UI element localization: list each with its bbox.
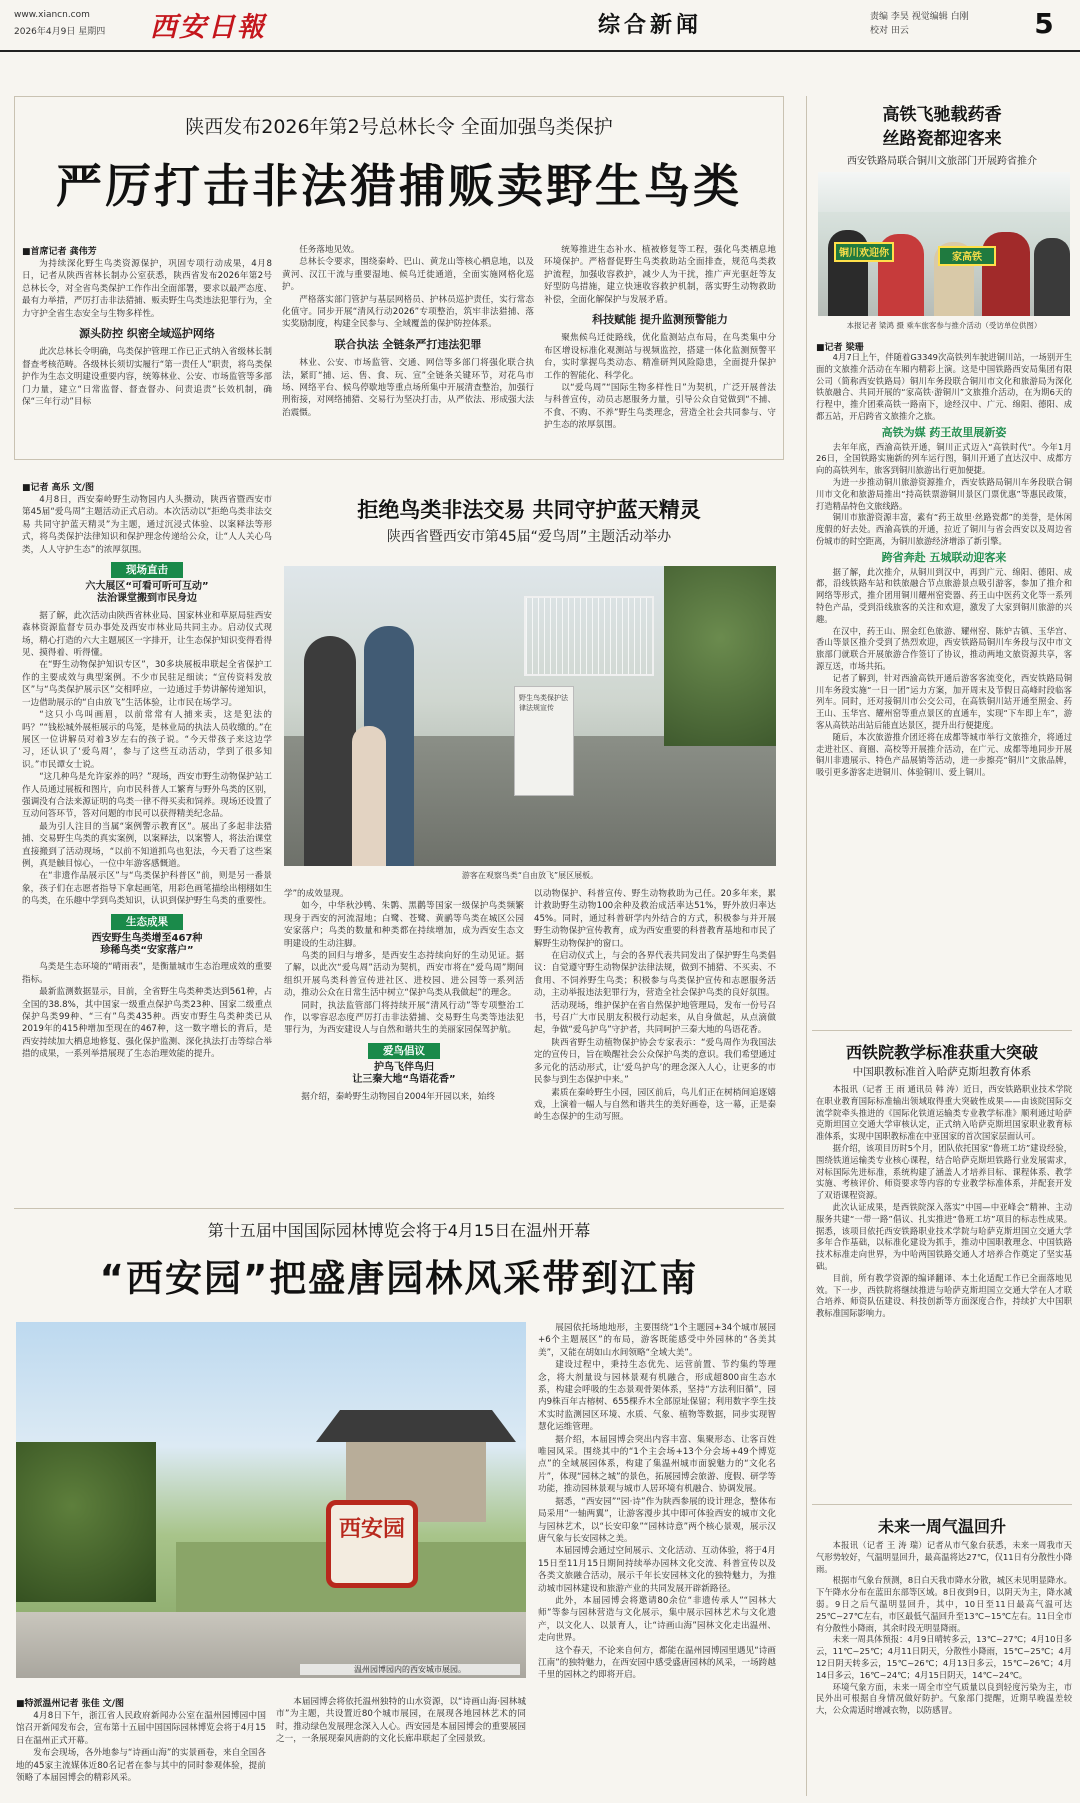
- rail-sub-1: 高铁为媒 药王故里展新姿: [881, 425, 1007, 439]
- bird-headline: 拒绝鸟类非法交易 共同守护蓝天精灵: [357, 498, 701, 522]
- bird-subhead: 陕西省暨西安市第45届“爱鸟周”主题活动举办: [386, 529, 672, 545]
- rail-sub-2: 跨省奔赴 五城联动迎客来: [881, 550, 1007, 564]
- display-board-label: 野生鸟类保护法律法规宣传: [519, 694, 568, 712]
- rail-col-3: 本报讯（记者 王 雨 通讯员 韩 涛）近日，西安铁路职业技术学院在职业教育国际标准输出领域取得重大突破性成果——由该院国际交流学院牵头推进的《国际化铁道运输类专业教学标准》顺利通过哈萨克斯坦国立交通大学审核认定，正式纳入哈萨克斯坦国家职业教育标准体系，实现中国职教标准在中亚国家的首次国家层面认可。 据介绍，该项目历时5个月，团队依托国家“鲁班工坊”建设经验，围绕铁道运输类专业核心课程，结合哈萨克斯坦铁路行业发展需求，对标国际先进标准，系统构建了涵盖人才培养目标、课程体系、教学实施、考核评价、师资要求等内容的专业教学标准体系，并配套开发了双语课程资源。 此次认证成果，是西铁院深入落实“中国—中亚峰会”精神、主动服务共建“一带一路”倡议、扎实推进“鲁班工坊”项目的标志性成果。据悉，该项目依托西安铁路职业技术学院与哈萨克斯坦国立交通大学多年合作基础，以标准化建设为抓手，推动中国职教理念、中国铁路技术标准走向世界，为中哈两国铁路交通人才培养合作奠定了坚实基础。 目前，所有教学资源的编译翻译、本土化适配工作已全面落地见效。下一步，西铁院将继续推进与哈萨克斯坦国立交通大学在人才联合培养、师资队伍建设、科技创新等方面深度合作，持续扩大中国职教标准国际影响力。: [816, 1084, 1072, 1319]
- section-title: 综合新闻: [598, 13, 703, 38]
- rail-subhead-3: 中国职教标准首入哈萨克斯坦教育体系: [852, 1066, 1032, 1078]
- rail-col: 4月7日上午，伴随着G3349次高铁列车驶进铜川站，一场别开生面的文旅推介活动在车厢内精彩上演。这是中国铁路西安局集团有限公司（简称西安铁路局）铜川车务段联合铜川市文化和旅游局为深化铁旅融合、共同开展的“家高铁·游铜川”文旅推介活动，在为期6天的行程中，推介团乘高铁一路南下，途经汉中、广元、绵阳、德阳、成都五站，开启跨省文旅推介之旅。 高铁为媒 药王故里展新姿 去年年底，西渝高铁开通，铜川正式迈入“高铁时代”。今年1月26日，全国铁路实施新的列车运行图，铜川开通了直达汉中、成都方向的高铁列车，旅客到铜川旅游出行更加便捷。 为进一步推动铜川旅游资源推介，西安铁路局铜川车务段联合铜川市文化和旅游局推出“持高铁票游铜川景区门票优惠”等惠民政策，打造精品特色文旅线路。 铜川市旅游资源丰富，素有“药王故里·丝路瓷都”的美誉，是休闲度假的好去处。西渝高铁的开通，拉近了铜川与省会西安以及周边省份城市的时空距离，为铜川旅游经济增添了新引擎。 跨省奔赴 五城联动迎客来 据了解，此次推介，从铜川到汉中，再到广元、绵阳、德阳、成都，沿线铁路车站和铁旅融合节点旅游景点吸引游客，参加了推介和网络等形式，推介团用铜川耀州窑瓷器、药王山中医药文化等一系列特色产品，受到沿线旅客的关注和欢迎，激发了大家到铜川旅游的兴趣。 在汉中，药王山、照金红色旅游、耀州窑、陈炉古镇、玉华宫、香山等景区推介受到了热烈欢迎，西安铁路局铜川车务段与汉中市文旅部门就联合开展旅游合作签订了协议，推动两地文旅资源共享，客源互送，市场共拓。 记者了解到，针对西渝高铁开通后游客客流变化，西安铁路局铜川车务段实施“一日一团”运力方案，加开周末及节假日高峰时段临客列车。同时，还对接铜川市公交公司，在高铁铜川站开通至照金、药王山、玉华宫、耀州窑等重点景区的直通车，实现“下车即上车”，游客从高铁站出站后能直达景区，提升出行便捷度。 随后，本次旅游推介团还将在成都等城市举行文旅推介，将通过走进社区、商圈、高校等开展推介活动，在广元、成都等地同步开展铜川非遗展示、特色产品展销等活动，进一步擦亮“铜川”文旅品牌，吸引更多游客走进铜川、体验铜川、爱上铜川。: [816, 352, 1072, 778]
- lead-headline: 严厉打击非法猎捕贩卖野生鸟类: [56, 159, 742, 213]
- rail-headline-1: 高铁飞驰载药香: [882, 105, 1002, 125]
- masthead: [0, 0, 1080, 54]
- lead-col3: 统筹推进生态补水、植被修复等工程，强化鸟类栖息地环境保护。严格督促野生鸟类救助站全面排查，规范鸟类救护流程，加强收容救护，减少人为干扰，推广声光驱赶等友好型防鸟措施，建立快速收容救护机制，落实野生动物救助补偿，全面化解保护与发展矛盾。 科技赋能 提升监测预警能力 聚焦候鸟迁徙路线，优化监测站点布局，在鸟类集中分布区增设标准化观测站与视频监控，搭建一体化监测预警平台，实时掌握鸟类动态、精准研判风险隐患，全面提升保护工作的智能化、科学化。 以“爱鸟周”“国际生物多样性日”为契机，广泛开展普法与科普宣传，动员志愿服务力量，引导公众自觉做到“不捕、不食、不购、不养”野生鸟类理念，营造全社会共同参与、守护生态的浓厚氛围。: [544, 245, 776, 431]
- garden-rule: [14, 1208, 784, 1209]
- lead-kicker: 陕西发布2026年第2号总林长令 全面加强鸟类保护: [185, 116, 613, 138]
- rail-byline: ■记者 梁珊: [816, 343, 864, 353]
- bird-cage-icon: [524, 596, 654, 676]
- rail-divider: [806, 96, 807, 1796]
- xian-garden-photo: [16, 1322, 526, 1678]
- rail-headline-4: 未来一周气温回升: [877, 1517, 1006, 1536]
- rail-subhead: 西安铁路局联合铜川文旅部门开展跨省推介: [847, 156, 1037, 167]
- xian-garden-seal-icon: 西安园: [326, 1500, 418, 1588]
- train-promo-photo: [818, 172, 1070, 316]
- display-board: [514, 686, 574, 796]
- page-number: 5: [1034, 7, 1054, 40]
- tag-eco-results: 生态成果: [111, 914, 183, 930]
- lead-col1-subhead: 源头防控 织密全域巡护网络: [79, 327, 215, 341]
- garden-byline: ■特派温州记者 张佳 文/图: [16, 1699, 125, 1709]
- rail-headline-3: 西铁院教学标准获重大突破: [845, 1043, 1038, 1062]
- garden-kicker: 第十五届中国国际园林博览会将于4月15日在温州开幕: [207, 1221, 591, 1240]
- rail-rule-2: [812, 1030, 1072, 1031]
- editor-credits: 责编 李昊 视觉编辑 白刚 校对 田云: [870, 12, 969, 36]
- rail-headline-2: 丝路瓷都迎客来: [882, 129, 1002, 149]
- garden-headline: “西安园”把盛唐园林风采带到江南: [99, 1257, 699, 1300]
- site-url[interactable]: www.xiancn.com: [14, 10, 90, 20]
- newspaper-logo: 西安日報: [150, 12, 266, 43]
- garden-photo-caption: 温州园博园内的西安城市展园。: [300, 1664, 520, 1675]
- bird-event-photo: [284, 566, 776, 866]
- lead-col2: 任务落地见效。 总林长令要求，围绕秦岭、巴山、黄龙山等核心栖息地，以及黄河、汉江干流与重要湿地、候鸟迁徙通道，全面实施网格化巡护。 严格落实部门管护与基层网格员、护林员巡护责任，实行常态化值守。同步开展“清风行动2026”专项整治，筑牢非法猎捕、落实奖励制度，构建全民参与、全域覆盖的保护防控体系。 联合执法 全链条严打违法犯罪 林业、公安、市场监管、交通、网信等多部门将强化联合执法，紧盯“捕、运、售、食、玩、宣”全链条关键环节，对花鸟市场、网络平台、候鸟停歇地等重点场所集中开展清查整治，加强行刑衔接，对网络捕猎、交易行为坚决打击，从严依法、形成强大法治震慑。: [282, 245, 534, 418]
- lead-col1: 为持续深化野生鸟类资源保护，巩固专项行动成果，4月8日，记者从陕西省林长制办公室获悉，陕西省发布2026年第2号总林长令，对全省鸟类保护工作作出全面部署，要求以最严态度、最有力举措，严厉打击非法猎捕、贩卖野生鸟类违法犯罪行为，全力守护全省生态安全与生物多样性。 源头防控 织密全域巡护网络 此次总林长令明确，鸟类保护管理工作已正式纳入省级林长制督查考核范畴。各级林长须切实履行“第一责任人”职责，将鸟类保护作为生态文明建设重要内容，统筹林业、公安、市场监管等多部门力量，建立“日常监督、督查督办、问责追责”长效机制，确保“三年行动”目标: [22, 259, 272, 408]
- tag-bird-initiative: 爱鸟倡议: [368, 1043, 440, 1059]
- bird-col1: 4月8日，西安秦岭野生动物园内人头攒动，陕西省暨西安市第45届“爱鸟周”主题活动正式启动。本次活动以“拒绝鸟类非法交易 共同守护蓝天精灵”为主题，通过沉浸式体验、以案释法等形式，将鸟类保护法律知识和保护理念传递给公众，让“人人关心鸟类，人人守护生态”的浓厚氛围。 现场直击 六大展区“可看可听可互动” 法治课堂搬到市民身边 据了解，此次活动由陕西省林业局、国家林业和草原局驻西安森林资源监督专员办事处及西安市林业局共同主办。启动仪式现场，精心打造的六大主题展区一字排开，让生态保护知识变得看得见、摸得着、听得懂。 在“野生动物保护知识专区”，30多块展板串联起全省保护工作的主要成效与典型案例。不少市民驻足细读；“宣传资料发放区”与“鸟类保护展示区”交相呼应，一边通过手势讲解传递知识，一边借助展示的“自由放飞”生活体验，让市民在场学习。 “这只小鸟叫画眉，以前常常有人捕来卖，这是犯法的吗？”“钱松城外展柜展示的鸟笼，是林业局的执法人员收缴的。”在展区一位讲解员对着3岁左右的孩子说。“今天带孩子来这边学习，还认识了‘爱鸟周’，参与了这些互动活动，学到了很多知识。”市民谭女士说。 “这几种鸟是允许家养的吗？”现场，西安市野生动物保护站工作人员通过展板和图片，向市民科普人工繁育与野外鸟类的区别，强调没有合法来源证明的鸟类一律不得买卖和饲养。现场还设置了互动问答环节，答对问题的市民可以获得精美纪念品。 最为引人注目的当属“案例警示教育区”。展出了多起非法猎捕、交易野生鸟类的真实案例，以案释法，以案警人，将法治课堂直接搬到了活动现场，“以前不知道抓鸟也犯法，今天看了这些案例，真是触目惊心，一位中年游客感慨道。 在“非遗作品展示区”与“鸟类保护科普区”前，则是另一番景象，孩子们在志愿者指导下拿起画笔，用彩色画笔描绘出栩栩如生的鸟类，在乐趣中学到鸟类知识，认识到保护野生鸟类的重要性。 生态成果 西安野生鸟类增至467种 珍稀鸟类“安家落户” 鸟类是生态环境的“晴雨表”，是衡量城市生态治理成效的重要指标。 最新监测数据显示，目前，全省野生鸟类种类达到561种，占全国的38.8%，其中国家一级重点保护鸟类23种、国家二级重点保护鸟类99种、“三有”鸟类435种。西安市野生鸟类种类已从2019年的415种增加至现在的467种，这一数字增长的背后，是西安持续加大栖息地修复、强化保护监测、深化执法打击等综合举措的成果，一系列举措展现了生态治理效能的提升。: [22, 495, 272, 1060]
- banner-sign-1: 铜川欢迎你: [834, 242, 894, 262]
- pavilion-roof: [316, 1402, 516, 1442]
- garden-col-b: 本届园博会将依托温州独特的山水资源，以“诗画山海·园林城市”为主题，共设置近80个城市展园，在展现各地园林艺术的同时，推动绿色发展理念深入人心。西安园是本届园博会的重要展园之一，一条展现秦风唐韵的文化长廊串联起了全园景致。: [276, 1697, 526, 1745]
- bird-col3: 以动物保护、科普宣传、野生动物救助为己任。20多年来，累计救助野生动物100余种及救治成活率达51%，野外放归率达45%。同时，通过科普研学内外结合的方式，积极参与并开展野生动物保护宣传教育，成为西安重要的科普教育基地和市民了解野生动物保护的窗口。 在启动仪式上，与会的各界代表共同发出了保护野生鸟类倡议：自觉遵守野生动物保护法律法规，做到不捕猎、不买卖、不食用、不饲养野生鸟类；积极参与鸟类保护宣传和志愿服务活动，主动举报违法犯罪行为，营造全社会保护鸟类的良好氛围。 活动现场，维护保护在省自然保护地管理局，发布一份号召书，号召广大市民朋友积极行动起来，从自身做起，从点滴做起，争做“爱鸟护鸟”守护者，共同呵护三秦大地的鸟语花香。 陕西省野生动植物保护协会专家表示：“爱鸟周作为我国法定的宣传日，旨在唤醒社会公众保护鸟类的意识。我们希望通过多元化的活动形式，让‘爱鸟护鸟’的理念深入人心，让更多的市民参与到生态保护中来。” 素质在秦岭野生小园，园区前后，鸟儿们正在树梢间追逐嬉戏，上演着一幅人与自然和谐共生的美好画卷，这一幕，正是秦岭生态保护的生动写照。: [534, 889, 776, 1123]
- garden-col-a: 4月8日下午，浙江省人民政府新闻办公室在温州园博园中国馆召开新闻发布会，宣布第十五届中国国际园林博览会将于4月15日在温州正式开幕。 发布会现场，各外地参与“诗画山海”的实景画卷，来自全国各地的45家主流媒体近80名记者在参与其中的同时参观体验，提前领略了本届园博会的精彩风采。: [16, 1711, 266, 1784]
- tag-on-site: 现场直击: [111, 562, 183, 578]
- lead-col2-subhead: 联合执法 全链条严打违法犯罪: [334, 337, 482, 351]
- masthead-rule: [0, 50, 1080, 52]
- issue-date: 2026年4月9日 星期四: [14, 27, 106, 37]
- bird-col2: 学”的成效显现。 如今，中华秋沙鸭、朱鹮、黑鹳等国家一级保护鸟类频繁现身于西安的河流湿地；白鹭、苍鹭、黄鹂等鸟类在城区公园安家落户；鸟类的数量和种类都在持续增加，成为西安生态文明建设的生动注脚。 鸟类的回归与增多，是西安生态持续向好的生动见证。据了解，以此次“爱鸟周”活动为契机，西安市将在“爱鸟周”期间组织开展鸟类科普宣传进社区、进校园、进公园等一系列活动，推动公众在日常生活中树立“保护鸟类从我做起”的理念。 同时，执法监管部门将持续开展“清风行动”等专项整治工作，以零容忍态度严厉打击非法猎捕、交易野生鸟类等违法犯罪行为，为西安建设人与自然和谐共生的美丽家园保驾护航。 爱鸟倡议 护鸟飞伴鸟归 让三秦大地“鸟语花香” 据介绍，秦岭野生动物园自2004年开园以来，始终: [284, 889, 524, 1102]
- lead-byline: ■首席记者 龚伟芳: [22, 247, 97, 257]
- rail-rule-3: [812, 1504, 1072, 1505]
- page-number-icon: [1026, 6, 1062, 42]
- rail-col-4: 本报讯（记者 王 涛 瑞）记者从市气象台获悉，未来一周我市天气形势较好，气温明显回升，最高温将达27℃，仅11日有分散性小降雨。 根据市气象台预测，8日白天我市降水分散，城区未见明显降水。下午降水分布在蓝田东部等区域。8日夜到9日，以阴天为主，降水减弱。9日之后气温明显回升，其中，10日至11日最高气温可达25℃~27℃左右，市区最低气温回升至13℃~15℃左右。11日全市有分散性小降雨，其余时段无明显降雨。 未来一周具体预报：4月9日晴转多云，13℃~27℃；4月10日多云，11℃~25℃；4月11日阴天，分散性小降雨，15℃~25℃；4月12日阴天转多云，15℃~26℃；4月13日多云，15℃~26℃；4月14日多云，16℃~24℃；4月15日阴天，14℃~24℃。 环境气象方面，未来一周全市空气质量以良到轻度污染为主，市民外出可根据自身情况做好防护。气象部门提醒，近期早晚温差较大，公众需适时增减衣物，以防感冒。: [816, 1540, 1072, 1716]
- train-photo-caption: 本报记者 梁鸿 摄 乘车旅客参与推介活动（受访单位供图）: [846, 321, 1042, 330]
- bird-photo-caption: 游客在观察鸟类“自由放飞”展区展板。: [461, 871, 599, 880]
- lead-col3-subhead: 科技赋能 提升监测预警能力: [592, 313, 728, 327]
- garden-col-right: 展园依托场地地形，主要围绕“1个主题园+34个城市展园+6个主题展区”的布局，游客既能感受中外园林的“各美其美”，又能在胡如山水间领略“全域大美”。 建设过程中，秉持生态优先、运营前置、节约集约等理念，将大剂量设与园林景观有机融合，形成超800亩生态水系，构建会呼吸的生态景观骨架体系，坚持“方法利旧循”，园内9株百年古榕树、655棵乔木全部原址保留；利用数字孪生技术实时监测园区环境、水质、气象、植物等数据，同步实现智慧化运维管理。 据介绍，本届园博会突出内容丰富、集聚形态、让客百姓唯园风采。围绕其中的“1个主会场+13个分会场+49个博览点”的全域展园体系，构建了集温州城市面貌魅力的“文化名片”，体现“园林之城”的景色，拓展园博会旅游、度假、研学等功能，推动园林景观与城市人居环境有机融合、协调发展。 据悉，“西安园”“园·诗”作为陕西参展的设计理念，整体布局采用“一轴两翼”，让游客漫步其中即可体验西安的城市文化与园林艺术，以“长安印象”“园林诗意”两个核心景观，展示汉唐气象与长安园林之美。 本届园博会通过空间展示、文化活动、互动体验，将于4月15日至11月15日期间持续举办园林文化交流、科普宣传以及各类文旅融合活动，展示千年长安园林文化的独特魅力，为推动城市园林建设和旅游产业的共同发展开辟新路径。 此外，本届园博会将邀请80余位“非遗传承人”“园林大师”等参与园林营造与文化展示，集中展示园林艺术与文化遗产，以文化人、以景育人，让“诗画山海”园林文化走出温州、走向世界。 这个春天，不论来自何方，都能在温州园博园里遇见“诗画江南”的独特魅力，在西安园中感受盛唐园林的风采，一场跨越千里的园林之约即将开启。: [538, 1323, 776, 1681]
- banner-sign-2: 家高铁: [938, 246, 996, 266]
- bird-byline: ■记者 高乐 文/图: [22, 483, 95, 493]
